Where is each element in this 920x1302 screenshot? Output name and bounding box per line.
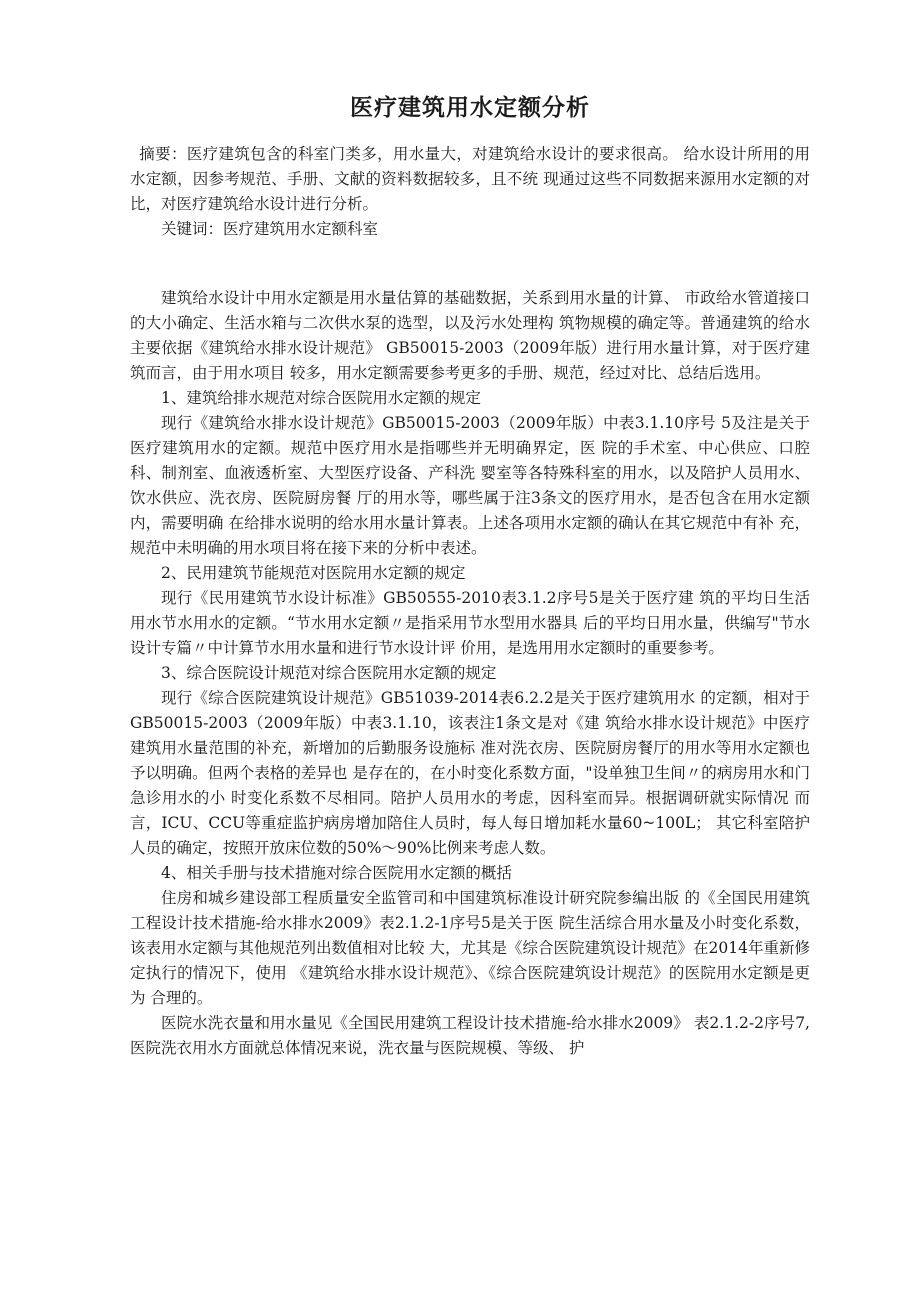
section-2-paragraph: 现行《民用建筑节水设计标准》GB50555-2010表3.1.2序号5是关于医疗建 筑的平均日生活用水节水用水的定额。“节水用水定额〃是指采用节水型用水器具 后的平均日用水量，供编写"节水设计专篇〃中计算节水用水量和进行节水设计评 价用，是选用用水定额时的重要参考。 xyxy=(130,589,810,657)
keywords-line: 关键词：医疗建筑用水定额科室 xyxy=(161,220,379,238)
section-4-heading: 4、相关手册与技术措施对综合医院用水定额的概括 xyxy=(161,864,512,882)
document-title: 医疗建筑用水定额分析 xyxy=(350,95,590,121)
section-4-paragraph-1: 住房和城乡建设部工程质量安全监管司和中国建筑标准设计研究院参编出版 的《全国民用建筑工程设计技术措施-给水排水2009》表2.1.2-1序号5是关于医 院生活综合用水量及小时变化系数，该表用水定额与其他规范列出数值相对比较 大，尤其是《综合医院建筑设计规范》在2014年重新修定执行的情况下，使用 《建筑给水排水设计规范》、《综合医院建筑设计规范》的医院用水定额是更为 合理的。 xyxy=(130,889,810,1007)
section-3-paragraph: 现行《综合医院建筑设计规范》GB51039-2014表6.2.2是关于医疗建筑用水 的定额，相对于GB50015-2003（2009年版）中表3.1.10，该表注1条文是对《建 筑给水排水设计规范》中医疗建筑用水量范围的补充，新增加的后勤服务设施标 准对洗衣房、医院厨房餐厅的用水等用水定额也予以明确。但两个表格的差异也 是存在的，在小时变化系数方面，"设单独卫生间〃的病房用水和门急诊用水的小 时变化系数不尽相同。陪护人员用水的考虑，因科室而异。根据调研就实际情况 而言，ICU、CCU等重症监护病房增加陪住人员时，每人每日增加耗水量60~100L； 其它科室陪护人员的确定，按照开放床位数的50%～90%比例来考虑人数。 xyxy=(130,689,810,857)
section-1-paragraph: 现行《建筑给水排水设计规范》GB50015-2003（2009年版）中表3.1.10序号 5及注是关于医疗建筑用水的定额。规范中医疗用水是指哪些并无明确界定，医 院的手术室、中心供应、口腔科、制剂室、血液透析室、大型医疗设备、产科洗 婴室等各特殊科室的用水，以及陪护人员用水、饮水供应、洗衣房、医院厨房餐 厅的用水等，哪些属于注3条文的医疗用水，是否包含在用水定额内，需要明确 在给排水说明的给水用水量计算表。上述各项用水定额的确认在其它规范中有补 充，规范中未明确的用水项目将在接下来的分析中表述。 xyxy=(130,414,810,557)
section-2-heading: 2、民用建筑节能规范对医院用水定额的规定 xyxy=(161,564,466,582)
section-3-heading: 3、综合医院设计规范对综合医院用水定额的规定 xyxy=(161,664,497,682)
section-4-paragraph-2: 医院水洗衣量和用水量见《全国民用建筑工程设计技术措施-给水排水2009》 表2.1.2-2序号7, 医院洗衣用水方面就总体情况来说，洗衣量与医院规模、等级、 护 xyxy=(130,1014,810,1057)
document-page xyxy=(130,90,810,1061)
intro-paragraph: 建筑给水设计中用水定额是用水量估算的基础数据，关系到用水量的计算、 市政给水管道接口的大小确定、生活水箱与二次供水泵的选型，以及污水处理构 筑物规模的确定等。普通建筑的给水主要依据《建筑给水排水设计规范》 GB50015-2003（2009年版）进行用水量计算，对于医疗建筑而言，由于用水项目 较多，用水定额需要参考更多的手册、规范，经过对比、总结后选用。 xyxy=(130,289,810,382)
abstract-paragraph: 摘要：医疗建筑包含的科室门类多，用水量大，对建筑给水设计的要求很高。 给水设计所用的用水定额，因参考规范、手册、文献的资料数据较多，且不统 现通过这些不同数据来源用水定额的对比，对医疗建筑给水设计进行分析。 xyxy=(130,145,810,213)
section-1-heading: 1、建筑给排水规范对综合医院用水定额的规定 xyxy=(161,389,481,407)
